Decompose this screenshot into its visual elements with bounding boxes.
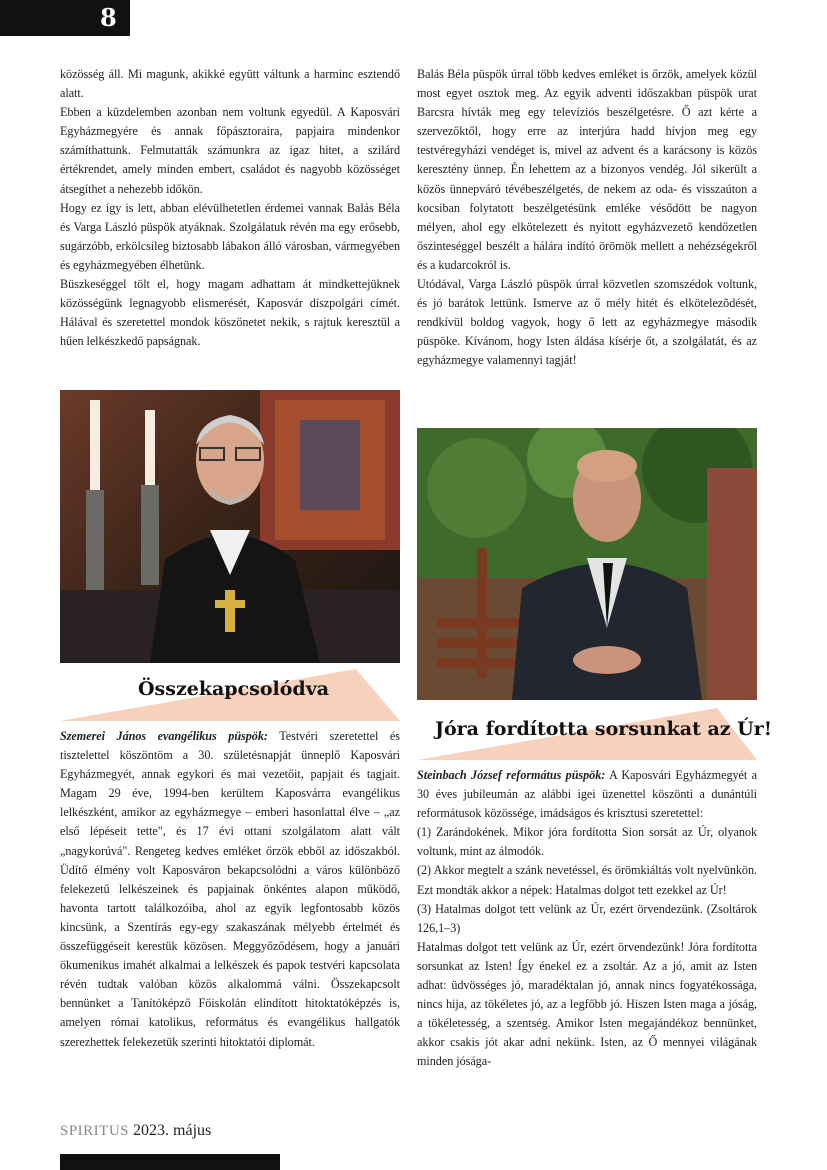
paragraph: (1) Zarándokének. Mikor jóra fordította Sion sorsát az Úr, olyanok voltunk, mint az álmodók. [417, 825, 757, 859]
right-article-title: Jóra fordította sorsunkat az Úr! [435, 718, 773, 740]
paragraph: (3) Hatalmas dolgot tett velünk az Úr, ezért örvendezünk. (Zsoltárok 126,1–3) [417, 901, 757, 935]
left-article-body [60, 727, 400, 1052]
photo-illustration [60, 390, 400, 663]
paragraph: Balás Béla püspök úrral több kedves emléket is őrzök, amelyek közül most egyet osztok meg. Az egyik adventi időszakban püspök urat Barcsra hívták meg egy televíziós beszélgetésre. Ő azt kérte a szervezőktől, hogy erre az interjúra hadd hívjon meg egy testvéregyházi vendéget is, mivel az advent és a karácsony is közös keresztény ünnep. Én lehettem az a bizonyos vendég. Jól sikerült a közös ünnepváró tévébeszélgetés, de nekem az oda- és visszaúton a kocsiban folytatott beszélgetésünk emléke vésődött be nagyon mélyen, ahol egy elkötelezett és nyitott egyházvezető kendőzetlen őszinteséggel beszélt a hálára indító örömök mellett a nehézségekről és a kudarcokról is. [417, 67, 757, 272]
paragraph: Hatalmas dolgot tett velünk az Úr, ezért örvendezünk! Jóra fordította sorsunkat az Isten! Így énekel ez a zsoltár. Az a jó, amit az Isten adhat: üdvösséges jó, maradéktalan jó, annak nincs fogyatékossága, nincs hija, az tökéletes jó, az a legfőbb jó. Hiszen Isten maga a jóság, a tökéletesség, a szentség. Amikor Isten megajándékoz bennünket, akkor csakis jót akar adni nekünk. Isten, az Ő mennyei világának minden jósága- [417, 939, 757, 1069]
photo-bishop-steinbach [417, 428, 757, 700]
page-number: 8 [100, 3, 117, 32]
paragraph: Ebben a küzdelemben azonban nem voltunk egyedül. A Kaposvári Egyházmegyére és annak főpásztoraira, papjaira mindenkor számíthattunk. Felmutatták számunkra az igaz hitet, a szilárd értékrendet, amely minden embert, családot és nagyobb közösséget átsegíthet a nehezebb időkön. [60, 105, 400, 196]
paragraph: Hogy ez így is lett, abban elévülhetetlen érdemei vannak Balás Béla és Varga László püspök atyáknak. Szolgálatuk révén ma egy erősebb, sugárzóbb, erkölcsileg biztosabb lábakon álló városban, vármegyében és egyházmegyében élhetünk. [60, 200, 400, 272]
left-article-title-block [60, 669, 400, 721]
right-column-top-text [417, 65, 757, 371]
paragraph: (2) Akkor megtelt a szánk nevetéssel, és örömkiáltás volt nyelvünkön. Ezt mondták akkor a népek: Hatalmas dolgot tett ezekkel az Úr! [417, 863, 757, 897]
left-article-title: Összekapcsolódva [138, 678, 330, 700]
paragraph [417, 766, 757, 823]
photo-bishop-szemerei [60, 390, 400, 663]
paragraph: közösség áll. Mi magunk, akikké együtt váltunk a harminc esztendő alatt. [60, 67, 400, 101]
photo-illustration [417, 428, 757, 700]
paragraph-text: A Kaposvári Egyházmegyét a 30 éves jubileumán az alábbi igei üzenettel köszönti a dunántúli reformátusok közössége, imádságos és krisztusi szeretettel: [417, 768, 757, 821]
right-article-body [417, 766, 757, 1072]
left-column-top-text [60, 65, 400, 351]
paragraph-text: Testvéri szeretettel és tisztelettel köszöntöm a 30. születésnapját ünneplő Kaposvári Egyházmegyét, annak egykori és mai vezetőit, papjait és tagjait. Magam 29 éve, 1994-ben kerültem Kaposvárra evangélikus lelkészként, amikor az egyházmegye – emberi hasonlattal élve – „az első lépéseit tette", és 17 évi ottani szolgálatom alatt vált „nagykorúvá". Rengeteg kedves emléket őrzök ebből az időszakból. Üdítő élmény volt Kaposváron bekapcsolódni a város különböző felekezetű lelkészeinek és papjainak önkéntes alapon működő, havonta tartott találkozóiba, ahol az egyik legfontosabb közös kincsünk, a Szentírás egy-egy szakaszának mélyebb értelmét és összefüggéseit kerestük közösen. Meggyőződésem, hogy a januári ökumenikus imahét alkalmai a lelkészek és papok testvéri kapcsolata révén tudtak valóban közös alkalommá válni. Összekapcsolt bennünket a Tanítóképző Főiskolán elindított hitoktatóképzés is, amelyen római katolikus, református és evangélikus hallgatók szerezhettek felekezetük szerinti hitoktatói diplomát. [60, 729, 400, 1049]
footer-date: 2023. május [133, 1122, 212, 1139]
author-lead: Szemerei János evangélikus püspök: [60, 729, 268, 743]
footer-brand: SPIRITUS [60, 1123, 130, 1139]
page-footer [60, 1122, 211, 1140]
paragraph [60, 727, 400, 1052]
right-article-title-block [417, 708, 773, 760]
author-lead: Steinbach József református püspök: [417, 768, 606, 782]
paragraph: Utódával, Varga László püspök úrral közvetlen szomszédok voltunk, és jó barátok lettünk. Ismerve az ő mély hitét és elkötelezõdését, rendkívül boldog vagyok, hogy ő lett az egyházmegye második püspöke. Kívánom, hogy Isten áldása kísérje őt, a szolgálatát, és az egyházmegye valamennyi tagját! [417, 277, 757, 368]
footer-bar [60, 1154, 280, 1170]
paragraph: Büszkeséggel tölt el, hogy magam adhattam át mindkettejüknek közösségünk legnagyobb elismerését, Kaposvár díszpolgári címét. Hálával és szeretettel mondok köszönetet nekik, s rajtuk keresztül a hűen lelkészkedő papságnak. [60, 277, 400, 349]
